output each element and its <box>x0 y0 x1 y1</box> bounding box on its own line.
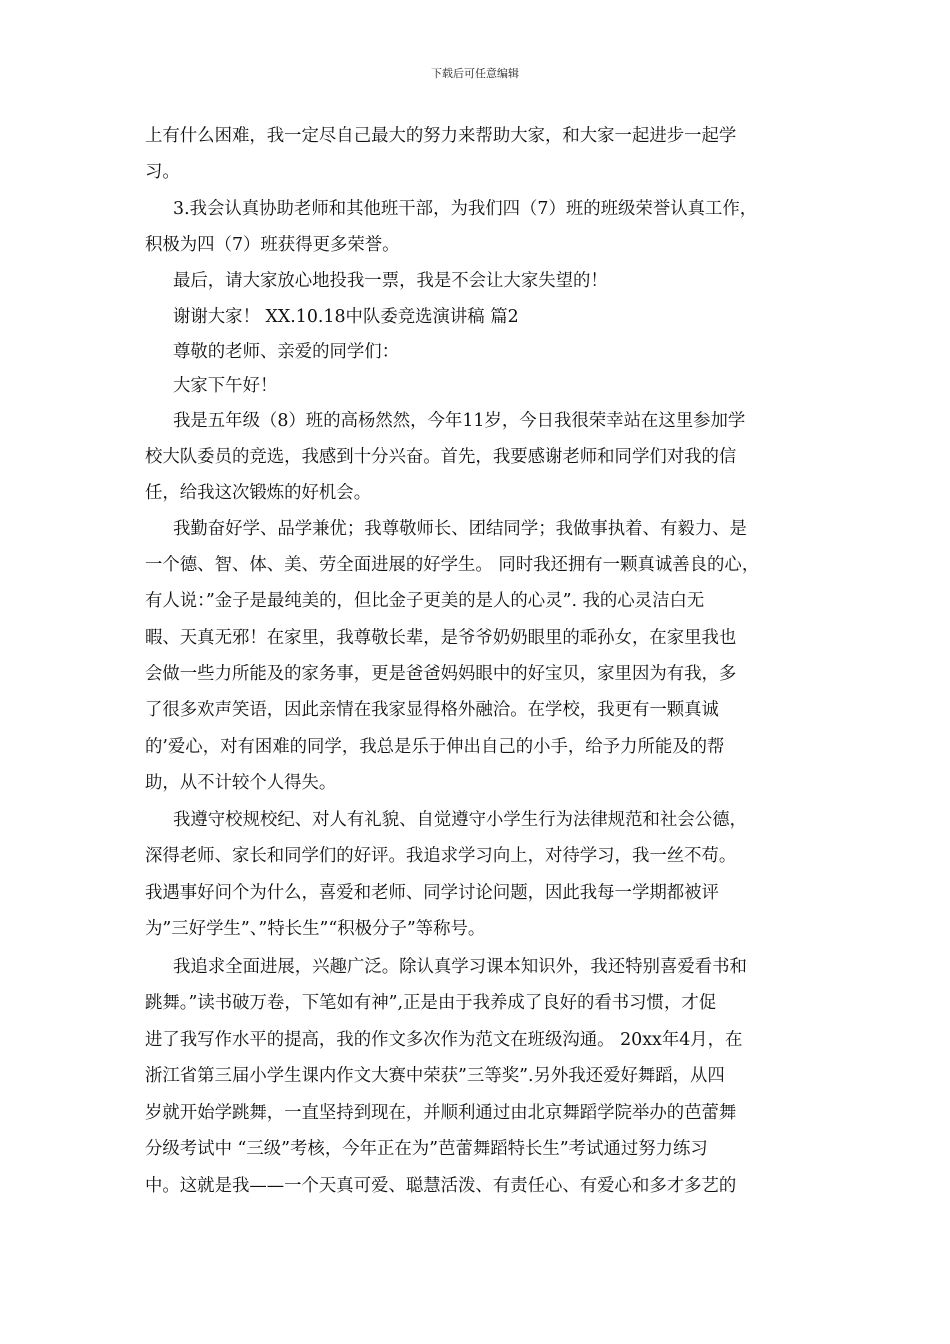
text-line: 校大队委员的竞选，我感到十分兴奋。首先，我要感谢老师和同学们对我的信 <box>145 447 737 467</box>
text-line: 一个德、智、体、美、劳全面进展的好学生。 同时我还拥有一颗真诚善良的心， <box>145 555 760 575</box>
text-line: 进了我写作水平的提高，我的作文多次作为范文在班级沟通。 20xx年4月，在 <box>145 1030 743 1050</box>
text-line: 我是五年级（8）班的高杨然然，今年11岁，今日我很荣幸站在这里参加学 <box>173 411 746 431</box>
text-line: 助，从不计较个人得失。 <box>145 773 337 793</box>
text-line: 中。这就是我——一个天真可爱、聪慧活泼、有责任心、有爱心和多才多艺的 <box>145 1176 737 1196</box>
text-line: 会做一些力所能及的家务事，更是爸爸妈妈眼中的好宝贝，家里因为有我，多 <box>145 664 737 684</box>
text-line: 尊敬的老师、亲爱的同学们： <box>173 342 400 362</box>
page-header: 下载后可任意编辑 <box>431 67 519 80</box>
text-line: 了很多欢声笑语，因此亲情在我家显得格外融洽。在学校，我更有一颗真诚 <box>145 700 719 720</box>
text-line: 跳舞。”读书破万卷，下笔如有神”,正是由于我养成了良好的看书习惯，才促 <box>145 993 717 1013</box>
text-line: 有人说：”金子是最纯美的，但比金子更美的是人的心灵”. 我的心灵洁白无 <box>145 591 705 611</box>
text-line: 3.我会认真协助老师和其他班干部，为我们四（7）班的班级荣誉认真工作， <box>173 199 758 219</box>
text-line: 最后，请大家放心地投我一票，我是不会让大家失望的！ <box>173 271 608 291</box>
text-line: 我追求全面进展，兴趣广泛。除认真学习课本知识外，我还特别喜爱看书和 <box>173 957 747 977</box>
text-line: 浙江省第三届小学生课内作文大赛中荣获”三等奖”.另外我还爱好舞蹈，从四 <box>145 1066 725 1086</box>
text-line: 积极为四（7）班获得更多荣誉。 <box>145 235 400 255</box>
text-line: 我勤奋好学、品学兼优；我尊敬师长、团结同学；我做事执着、有毅力、是 <box>173 519 747 539</box>
text-line: 岁就开始学跳舞，一直坚持到现在，并顺利通过由北京舞蹈学院举办的芭蕾舞 <box>145 1103 737 1123</box>
text-line: 我遵守校规校纪、对人有礼貌、自觉遵守小学生行为法律规范和社会公德， <box>173 810 747 830</box>
text-line: 暇、天真无邪！在家里，我尊敬长辈，是爷爷奶奶眼里的乖孙女，在家里我也 <box>145 628 737 648</box>
text-line: 分级考试中 “三级”考核，今年正在为”芭蕾舞蹈特长生”考试通过努力练习 <box>145 1139 708 1159</box>
text-line: 我遇事好问个为什么，喜爱和老师、同学讨论问题，因此我每一学期都被评 <box>145 883 719 903</box>
text-line: 习。 <box>145 162 180 182</box>
text-line: 深得老师、家长和同学们的好评。我追求学习向上，对待学习，我一丝不苟。 <box>145 846 737 866</box>
text-line: 上有什么困难，我一定尽自己最大的努力来帮助大家，和大家一起进步一起学 <box>145 126 737 146</box>
text-line: 的’爱心，对有困难的同学，我总是乐于伸出自己的小手，给予力所能及的帮 <box>145 737 725 757</box>
text-line: 为”三好学生”、”特长生”“积极分子”等称号。 <box>145 919 486 939</box>
text-line: 任，给我这次锻炼的好机会。 <box>145 483 372 503</box>
text-line: 谢谢大家！ XX.10.18中队委竞选演讲稿 篇2 <box>173 307 519 327</box>
text-line: 大家下午好！ <box>173 376 278 396</box>
